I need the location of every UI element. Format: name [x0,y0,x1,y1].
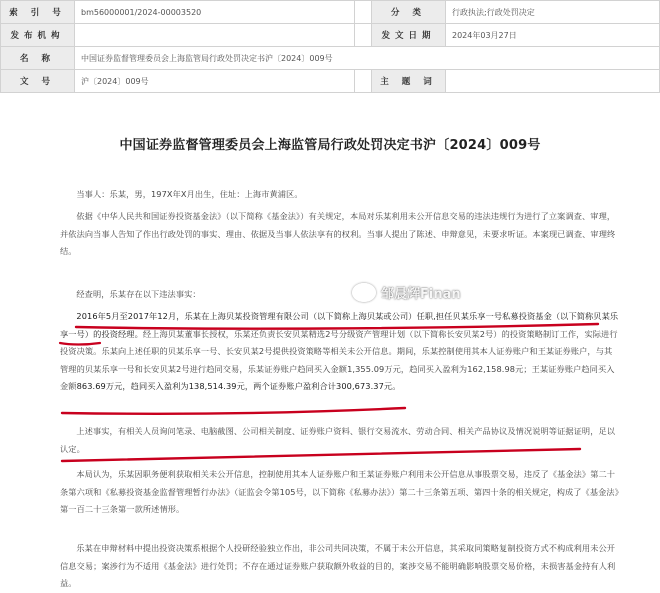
meta-gap [355,1,372,24]
meta-row-docno [1,70,660,93]
paragraph-facts [60,308,620,396]
subject-label: 主 题 词 [372,70,446,93]
facts-highlight-end: 863.69万元，趋同买入盈利为138,514.39元，两个证券账户盈利合计300,673.37元。 [76,381,401,391]
paragraph-defense: 乐某在申辩材料中提出投资决策系根据个人投研经验独立作出，非公司共同决策，不属于未公开信息，其采取同策略复制投资方式不构成利用未公开信息交易；案涉行为不适用《基金法》进行处罚；不存在通过证券账户获取额外收益的目的，案涉交易不能明确影响股票交易价格，未损害基金持有人利益。 [60,543,616,588]
meta-gap [355,24,372,47]
meta-row-index [1,1,660,24]
meta-gap [355,70,372,93]
doc-no-value: 沪〔2024〕009号 [75,70,355,93]
agency-value [75,24,355,47]
subject-value [446,70,660,93]
paragraph-facts-intro: 经查明，乐某存在以下违法事实： [76,289,201,299]
category-label: 分 类 [372,1,446,24]
index-label: 索 引 号 [1,1,75,24]
weibo-watermark [352,283,461,302]
date-value: 2024年03月27日 [446,24,660,47]
doc-no-label: 文 号 [1,70,75,93]
paragraph-finding: 本局认为，乐某因职务便利获取相关未公开信息，控制使用其本人证券账户和王某证券账户利用未公开信息从事股票交易，违反了《基金法》第二十条第六项和《私募投资基金监督管理暂行办法》（证监会令第105号，以下简称《私募办法》）第二十三条第五项、第四十条的相关规定，构成了《基金法》第一百二十三条第一款所述情形。 [60,469,619,514]
meta-row-agency [1,24,660,47]
meta-row-name [1,47,660,70]
watermark-text: 邹晨辉Finan [381,287,461,302]
category-value: 行政执法;行政处罚决定 [446,1,660,24]
weibo-logo-icon [352,283,376,302]
red-underline-3 [62,408,405,414]
agency-label: 发布机构 [1,24,75,47]
name-label: 名 称 [1,47,75,70]
facts-middle: 经上海贝某董事长授权，乐某还负责长安贝某精选2号分级资产管理计划（以下简称长安贝某2号）的投资策略制订工作，实际进行投资决策。乐某向上述任职的贝某乐享一号、长安贝某2号提供投资策略等相关未公开信息。期间，乐某控制使用其本人证券账户和王某证券账户，与其管理的贝某乐享一号和长安贝某2号进行趋同交易，乐某证券账户趋同买入金额1,355.09万元，趋同买入盈利为162,158.98元；王某证券账户趋同买入金额 [60,328,618,391]
name-value: 中国证券监督管理委员会上海监管局行政处罚决定书沪〔2024〕009号 [75,47,660,70]
date-label: 发文日期 [372,24,446,47]
document-title: 中国证券监督管理委员会上海监管局行政处罚决定书沪〔2024〕009号 [119,138,541,153]
document-meta-table [0,0,660,93]
paragraph-evidence: 上述事实，有相关人员询问笔录、电脑截图、公司相关制度、证券账户资料、银行交易流水、劳动合同、相关产品协议及情况说明等证据证明，足以认定。 [60,426,616,454]
paragraph-basis: 依据《中华人民共和国证券投资基金法》（以下简称《基金法》）有关规定，本局对乐某利用未公开信息交易的违法违规行为进行了立案调查、审理，并依法向当事人告知了作出行政处罚的事实、理由、依据及当事人依法享有的权利。当事人提出了陈述、申辩意见，未要求听证。本案现已调查、审理终结。 [60,211,616,256]
paragraph-party: 当事人：乐某，男，197X年X月出生，住址：上海市黄浦区。 [76,189,303,199]
facts-highlight-start: 2016年5月至2017年12月，乐某在上海贝某投资管理有限公司（以下简称上海贝某或公司）任职,担任贝某乐享一号私募投资基金（以下简称贝某乐享一号）的投资经理。 [60,311,619,339]
index-value: bm56000001/2024-00003520 [75,1,355,24]
